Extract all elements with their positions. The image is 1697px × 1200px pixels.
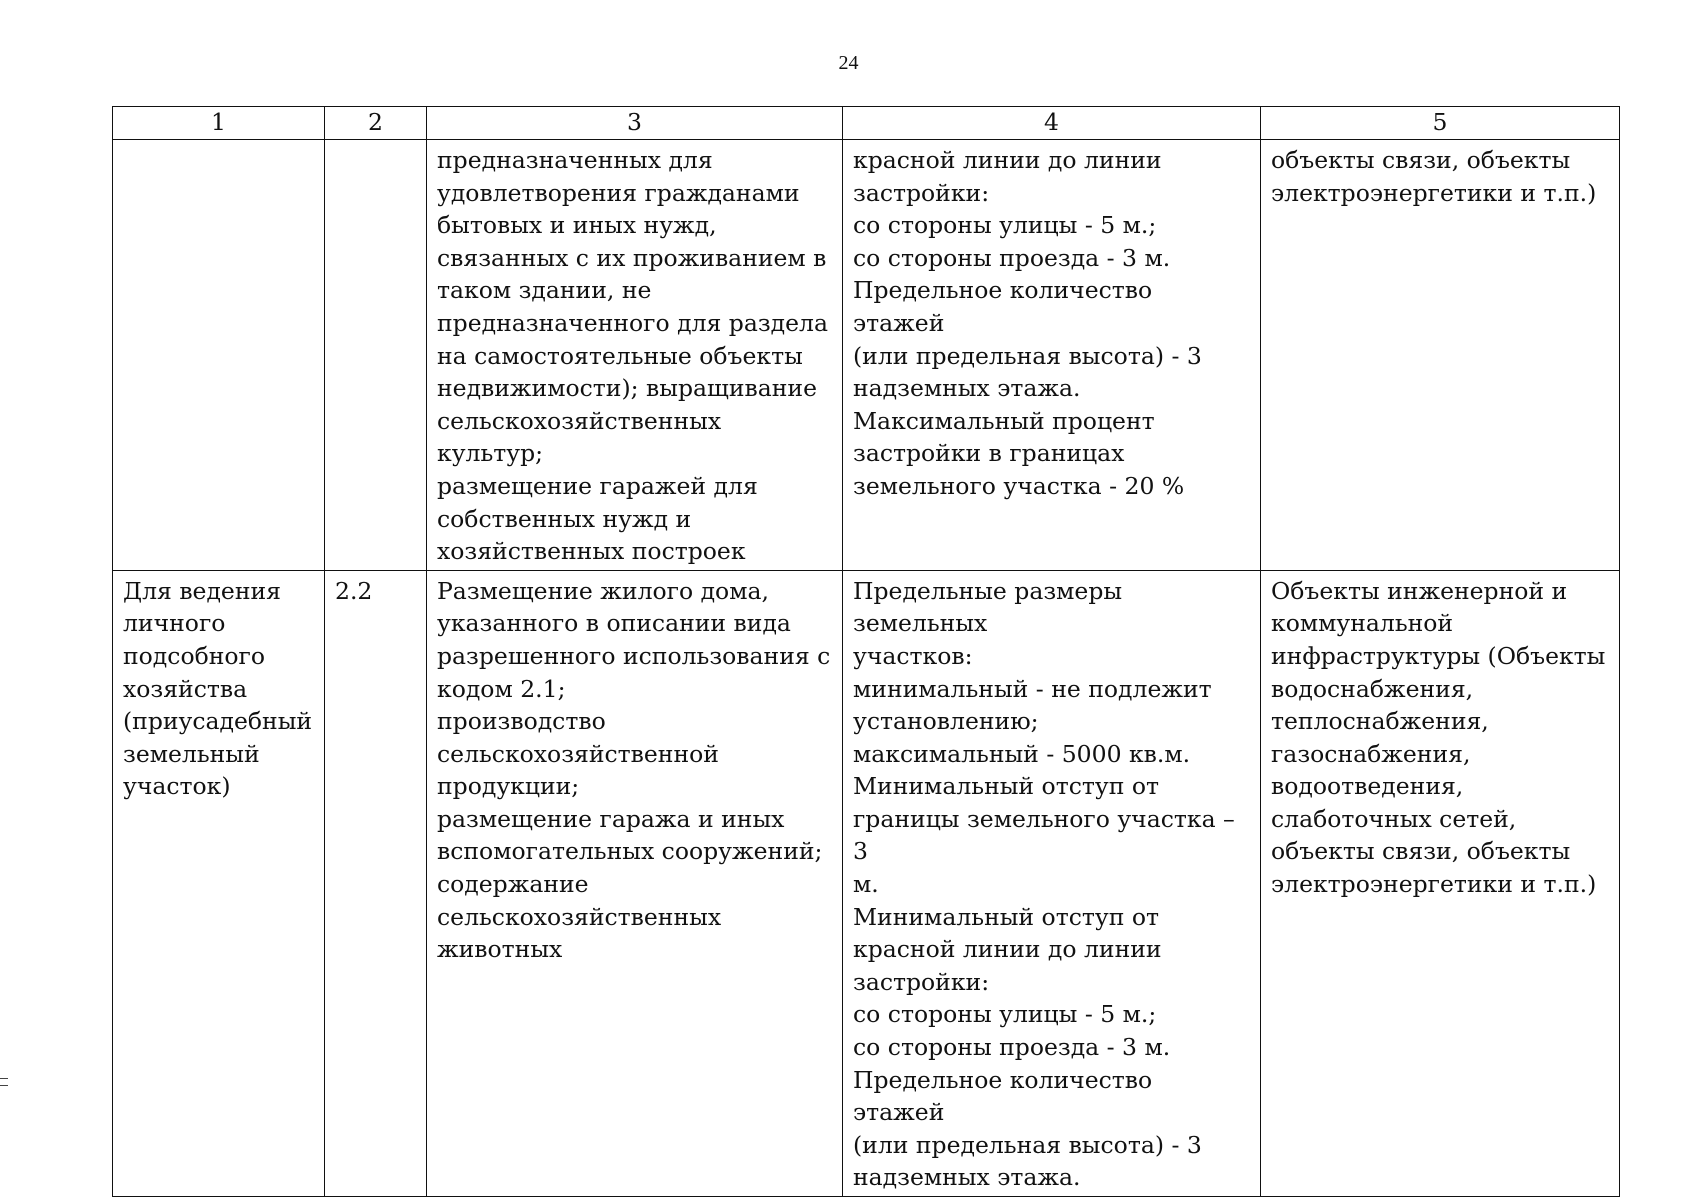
- cell-auxiliary-uses: объекты связи, объекты электроэнергетики и т.п.): [1261, 140, 1620, 571]
- page-number: 24: [838, 52, 859, 74]
- cell-permitted-use: Для ведения личного подсобного хозяйства (приусадебный земельный участок): [113, 570, 325, 1196]
- cell-use-description: предназначенных для удовлетворения гражданами бытовых и иных нужд, связанных с их проживанием в таком здании, не предназначенного для раздела на самостоятельные объекты недвижимости); выращивание сельскохозяйственных культур; размещение гаражей для собственных нужд и хозяйственных построек: [427, 140, 843, 571]
- cell-parameters: красной линии до линии застройки: со стороны улицы - 5 м.; со стороны проезда - 3 м. Предельное количество этажей (или предельная высота) - 3 надземных этажа. Максимальный процент застройки в границах земельного участка - 20 %: [843, 140, 1261, 571]
- cell-parameters: Предельные размеры земельных участков: минимальный - не подлежит установлению; максимальный - 5000 кв.м. Минимальный отступ от границы земельного участка – 3 м. Минимальный отступ от красной линии до линии застройки: со стороны улицы - 5 м.; со стороны проезда - 3 м. Предельное количество этажей (или предельная высота) - 3 надземных этажа.: [843, 570, 1261, 1196]
- table-row: [113, 140, 1620, 571]
- zoning-table: [112, 106, 1620, 1197]
- header-col-4: 4: [843, 107, 1261, 140]
- header-col-1: 1: [113, 107, 325, 140]
- header-col-2: 2: [325, 107, 427, 140]
- cell-use-code: [325, 140, 427, 571]
- header-col-5: 5: [1261, 107, 1620, 140]
- cell-use-code: 2.2: [325, 570, 427, 1196]
- cell-permitted-use: [113, 140, 325, 571]
- header-col-3: 3: [427, 107, 843, 140]
- cell-use-description: Размещение жилого дома, указанного в описании вида разрешенного использования с кодом 2.1; производство сельскохозяйственной продукции; размещение гаража и иных вспомогательных сооружений; содержание сельскохозяйственных животных: [427, 570, 843, 1196]
- table-row: [113, 570, 1620, 1196]
- cell-auxiliary-uses: Объекты инженерной и коммунальной инфраструктуры (Объекты водоснабжения, теплоснабжения, газоснабжения, водоотведения, слаботочных сетей, объекты связи, объекты электроэнергетики и т.п.): [1261, 570, 1620, 1196]
- scan-margin-mark: [0, 1078, 8, 1086]
- table-header-row: [113, 107, 1620, 140]
